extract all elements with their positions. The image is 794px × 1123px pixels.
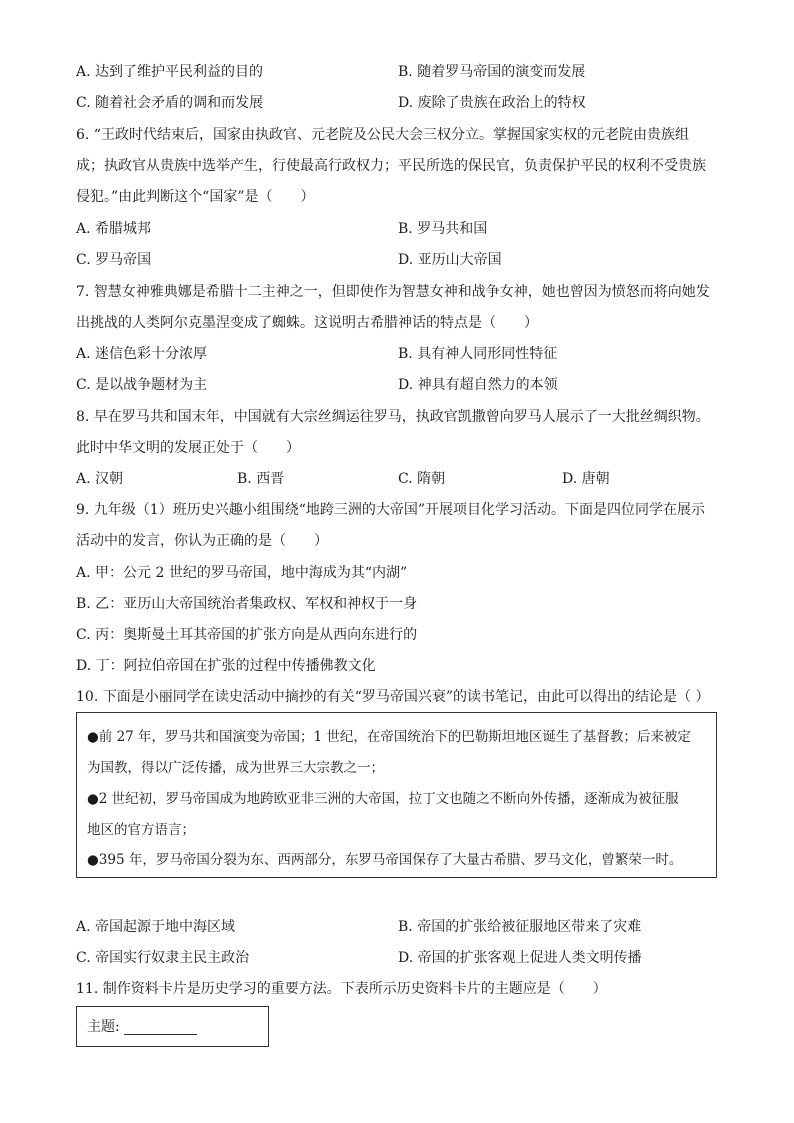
q5-option-c: C. 随着社会矛盾的调和而发展 xyxy=(76,95,264,111)
q11-stem: 11. 制作资料卡片是历史学习的重要方法。下表所示历史资料卡片的主题应是（ ） xyxy=(76,981,607,997)
q6-stem-line2: 成；执政官从贵族中选举产生，行使最高行政权力；平民所选的保民官，负责保护平民的权利不受贵族 xyxy=(76,158,706,174)
q10-note-2b: 地区的官方语言； xyxy=(87,822,195,838)
q6-option-c: C. 罗马帝国 xyxy=(76,252,152,268)
q8-stem-line1: 8. 早在罗马共和国末年，中国就有大宗丝绸运往罗马，执政官凯撒曾向罗马人展示了一大批丝绸织物。 xyxy=(76,409,710,425)
q10-note-2a: ●2 世纪初，罗马帝国成为地跨欧亚非三洲的大帝国，拉丁文也随之不断向外传播，逐渐成为被征服 xyxy=(87,791,679,807)
q7-option-b: B. 具有神人同形同性特征 xyxy=(398,346,558,362)
q8-option-b: B. 西晋 xyxy=(237,471,285,487)
q9-option-d: D. 丁：阿拉伯帝国在扩张的过程中传播佛教文化 xyxy=(76,658,376,674)
q5-option-b: B. 随着罗马帝国的演变而发展 xyxy=(398,64,586,80)
q6-stem-line1: 6. “王政时代结束后，国家由执政官、元老院及公民大会三权分立。掌握国家实权的元老院由贵族组 xyxy=(76,127,689,143)
q8-option-c: C. 隋朝 xyxy=(398,471,446,487)
q6-option-a: A. 希腊城邦 xyxy=(76,221,152,237)
q10-option-d: D. 帝国的扩张客观上促进人类文明传播 xyxy=(398,950,642,966)
q9-option-c: C. 丙：奥斯曼土耳其帝国的扩张方向是从西向东进行的 xyxy=(76,627,418,643)
q11-card-topic-label: 主题: xyxy=(87,1019,120,1035)
q11-data-card xyxy=(76,1006,269,1047)
q10-stem: 10. 下面是小丽同学在读史活动中摘抄的有关“罗马帝国兴衰”的读书笔记，由此可以得出的结论是（ ） xyxy=(76,689,710,705)
q10-option-b: B. 帝国的扩张给被征服地区带来了灾难 xyxy=(398,919,642,935)
q7-stem-line1: 7. 智慧女神雅典娜是希腊十二主神之一，但即使作为智慧女神和战争女神，她也曾因为愤怒而将向她发 xyxy=(76,284,710,300)
q8-stem-line2: 此时中华文明的发展正处于（ ） xyxy=(76,440,300,456)
q11-card-topic-blank xyxy=(124,1034,197,1035)
q10-note-1a: ●前 27 年，罗马共和国演变为帝国；1 世纪，在帝国统治下的巴勒斯坦地区诞生了基督教；后来被定 xyxy=(87,729,691,745)
q10-reading-notes-box xyxy=(76,712,717,878)
q6-option-b: B. 罗马共和国 xyxy=(398,221,488,237)
q8-option-d: D. 唐朝 xyxy=(562,471,610,487)
q7-option-c: C. 是以战争题材为主 xyxy=(76,377,208,393)
q8-option-a: A. 汉朝 xyxy=(76,471,124,487)
q9-stem-line2: 活动中的发言，你认为正确的是（ ） xyxy=(76,533,328,549)
q9-stem-line1: 9. 九年级（1）班历史兴趣小组围绕“地跨三洲的大帝国”开展项目化学习活动。下面是四位同学在展示 xyxy=(76,502,706,518)
q5-option-a: A. 达到了维护平民利益的目的 xyxy=(76,64,264,80)
q10-note-3: ●395 年，罗马帝国分裂为东、西两部分，东罗马帝国保存了大量古希腊、罗马文化，曾繁荣一时。 xyxy=(87,852,683,868)
q10-option-a: A. 帝国起源于地中海区域 xyxy=(76,919,236,935)
q9-option-b: B. 乙：亚历山大帝国统治者集政权、军权和神权于一身 xyxy=(76,596,418,612)
q6-stem-line3: 侵犯。”由此判断这个“国家”是（ ） xyxy=(76,189,315,205)
q5-option-d: D. 废除了贵族在政治上的特权 xyxy=(398,95,586,111)
q7-option-a: A. 迷信色彩十分浓厚 xyxy=(76,346,208,362)
q7-option-d: D. 神具有超自然力的本领 xyxy=(398,377,558,393)
q7-stem-line2: 出挑战的人类阿尔克墨涅变成了蜘蛛。这说明古希腊神话的特点是（ ） xyxy=(76,315,538,331)
q9-option-a: A. 甲：公元 2 世纪的罗马帝国，地中海成为其“内湖” xyxy=(76,565,408,581)
q10-option-c: C. 帝国实行奴隶主民主政治 xyxy=(76,950,250,966)
q6-option-d: D. 亚历山大帝国 xyxy=(398,252,502,268)
q10-note-1b: 为国教，得以广泛传播，成为世界三大宗教之一； xyxy=(87,760,384,776)
